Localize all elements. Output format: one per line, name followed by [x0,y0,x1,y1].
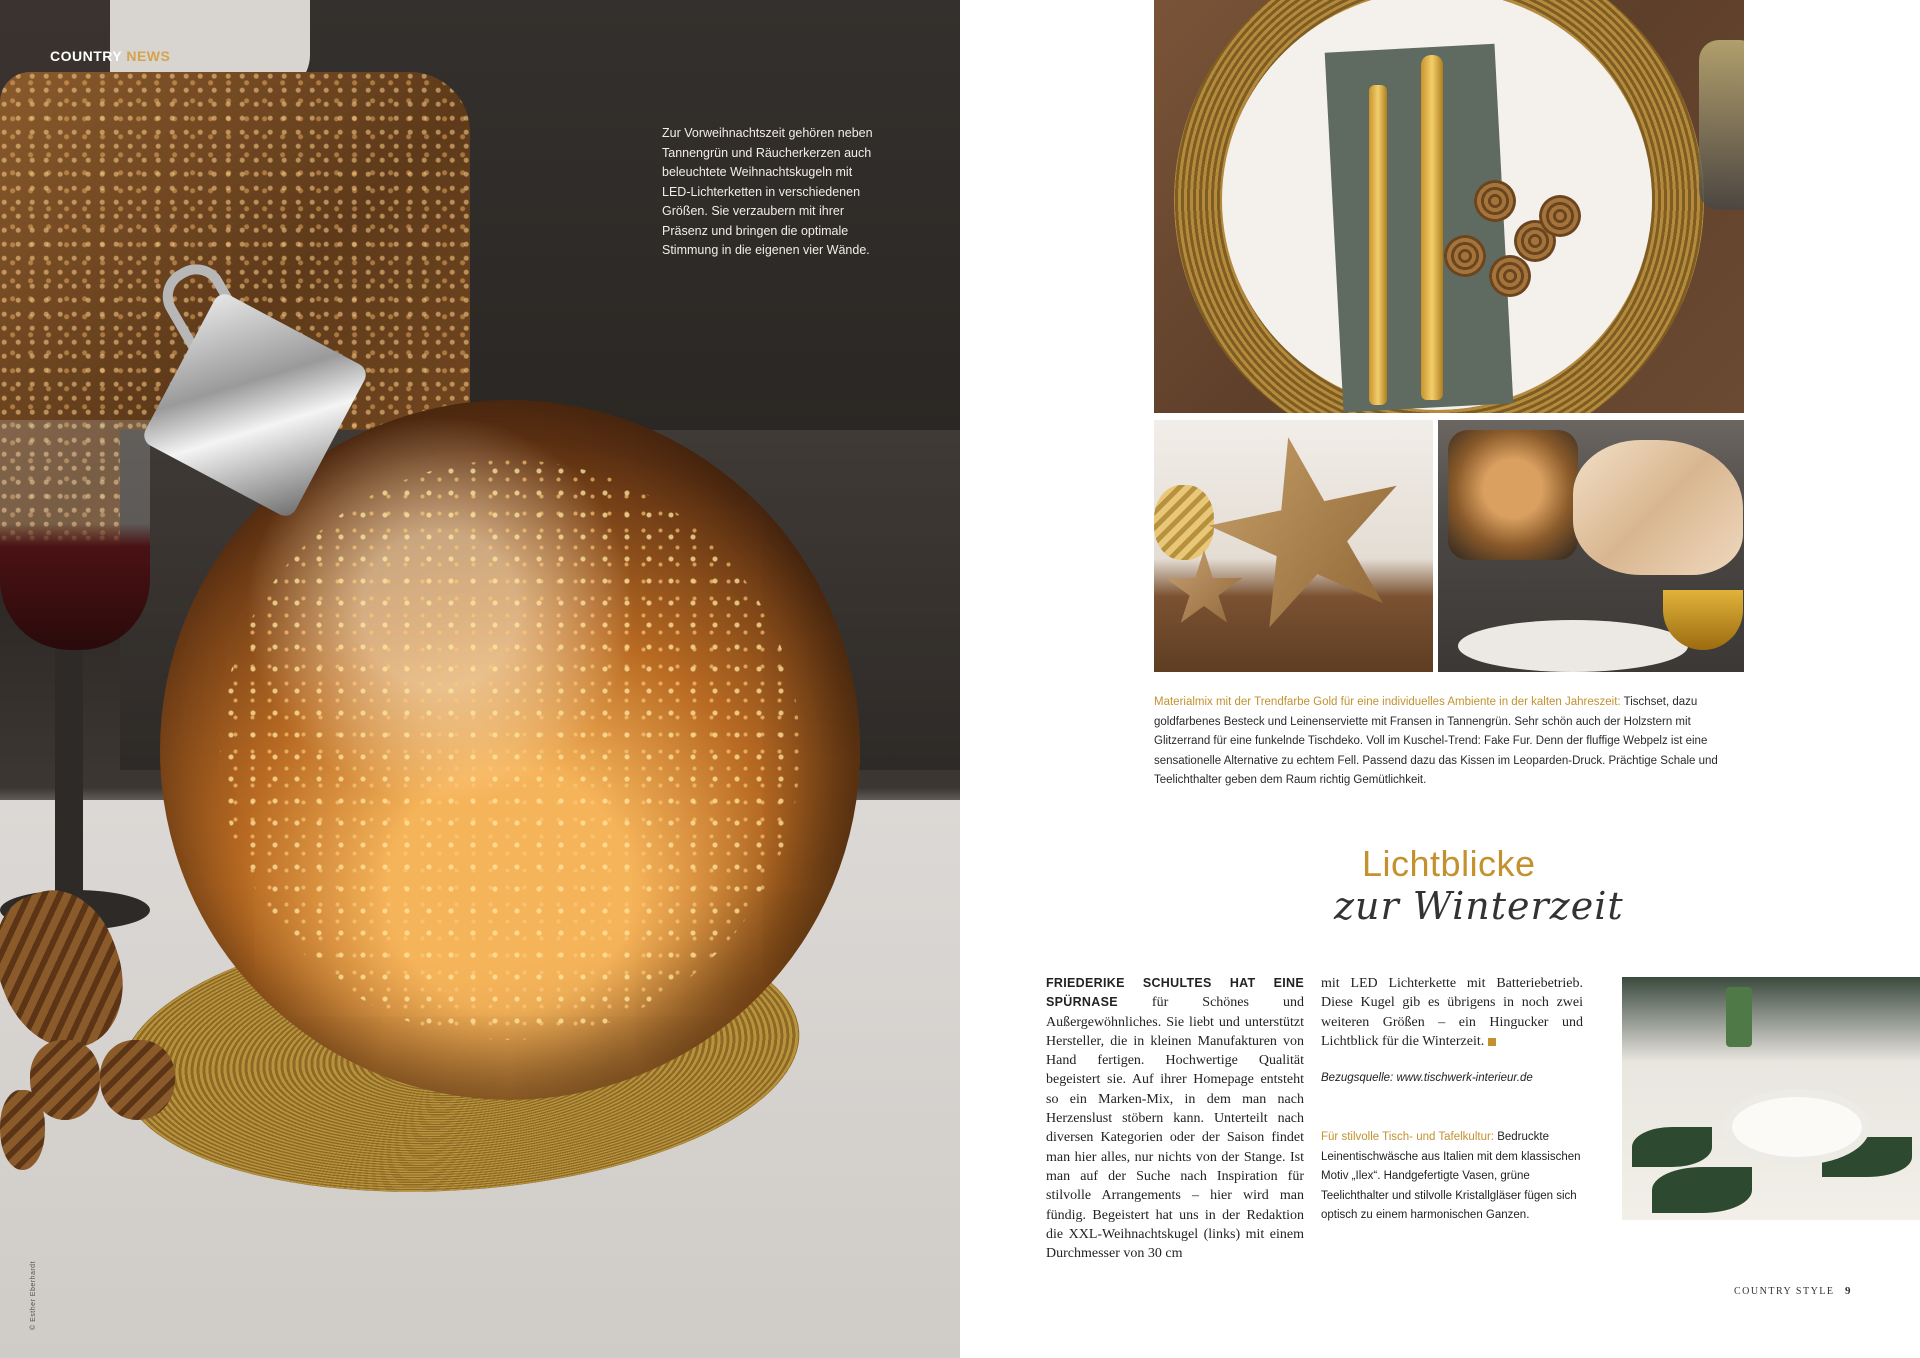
gold-pinecone [1154,485,1214,560]
wine-glass [0,420,150,940]
tablecloth-photo [1622,977,1920,1220]
fairy-lights [220,460,800,1040]
pinecone [100,1040,175,1120]
larch-cone [1489,255,1531,297]
magazine-footer: COUNTRY STYLE [1734,1286,1835,1297]
gold-knife [1421,55,1443,400]
larch-cone [1444,235,1486,277]
source-reference: Bezugsquelle: www.tischwerk-interieur.de [1321,1072,1533,1084]
small-wooden-star [1164,550,1244,630]
materials-caption-lead: Materialmix mit der Trendfarbe Gold für eine individuelles Ambiente in der kalten Jahreszeit: [1154,696,1621,708]
larch-cone [1474,180,1516,222]
photo-credit: © Esther Eberhardt [30,1260,37,1330]
wooden-star-photo [1154,420,1433,672]
article-body-1: für Schönes und Außergewöhnliches. Sie liebt und unterstützt Hersteller, die in kleinen Manufakturen von Hand fertigen. Hochwertige Qualität begeistert sie. Auf ihrer Homepage entsteht so ein Marken-Mix, in dem man nach Herzenslust stöbern kann. Unterteilt nach diversen Kategorien oder der Saison findet man hier alles, nur nichts von der Stange. Ist man auf der Suche nach Inspiration für stilvolle Arrangements – hier wird man fündig. Begeistert hat uns in der Redaktion die XXL-Weihnachtskugel (links) mit einem Durchmesser von 30 cm [1046,995,1304,1262]
fake-fur-photo [1438,420,1744,672]
materials-caption-body: Tischset, dazu goldfarbenes Besteck und Leinenserviette mit Fransen in Tannengrün. Sehr schön auch der Holzstern mit Glitzerrand für eine funkelnde Tischdeko. Voll im Kuschel-Trend: Fake Fur. Denn der fluffige Webpelz ist eine sensationelle Alternative zu echtem Fell. Passend dazu das Kissen im Leoparden-Druck. Prächtige Schale und Teelichthalter geben dem Raum richtig Gemütlichkeit. [1154,696,1718,786]
section-label: COUNTRY [50,48,122,64]
materials-caption [1154,693,1744,791]
glass [1699,40,1744,210]
wine-glass-bowl [0,420,150,650]
article-title: Lichtblicke [1362,843,1536,884]
table-setting-photo [1154,0,1744,413]
larch-cone [1539,195,1581,237]
green-candle [1726,987,1752,1047]
wooden-star [1190,420,1427,654]
section-header [50,48,170,64]
tablecloth-caption [1321,1128,1583,1226]
linen-napkin [1325,44,1514,412]
gold-fork [1369,85,1387,405]
wine-glass-stem [55,650,83,900]
holly-leaf [1652,1167,1752,1213]
article-column-1 [1046,974,1304,1263]
pinecone [0,1090,45,1170]
tablecloth-caption-lead: Für stilvolle Tisch- und Tafelkultur: [1321,1131,1494,1143]
holly-leaf [1632,1127,1712,1167]
subsection-label: NEWS [126,48,171,64]
article-body-2: mit LED Lichterkette mit Batteriebetrieb. Diese Kugel gib es übrigens in noch zwei weiteren Größen – ein Hingucker und Lichtblick für die Winterzeit. [1321,976,1583,1049]
fake-fur-cushion [1573,440,1743,575]
tablecloth-caption-body: Bedruckte Leinentischwäsche aus Italien mit dem klassischen Motiv „Ilex“. Handgefertigte Vasen, grüne Teelichthalter und stilvolle Kristallgläser fügen sich optisch zu einem harmonischen Ganzen. [1321,1131,1581,1221]
end-mark-icon [1488,1038,1496,1046]
page-number: 9 [1845,1285,1851,1297]
article-subtitle: zur Winterzeit [1334,884,1624,928]
dinner-plate [1732,1097,1862,1157]
coffee-table [1458,620,1688,672]
article-lead: FRIEDERIKE SCHULTES HAT EINE SPÜRNASE [1046,976,1304,1010]
bauble-caption: Zur Vorweihnachtszeit gehören neben Tannengrün und Räucherkerzen auch beleuchtete Weihnachtskugeln mit LED-Lichterketten in verschiedenen Größen. Sie verzaubern mit ihrer Präsenz und bringen die optimale Stimmung in die eigenen vier Wände. [662,126,873,257]
article-column-2 [1321,974,1583,1051]
leopard-cushion [1448,430,1578,560]
